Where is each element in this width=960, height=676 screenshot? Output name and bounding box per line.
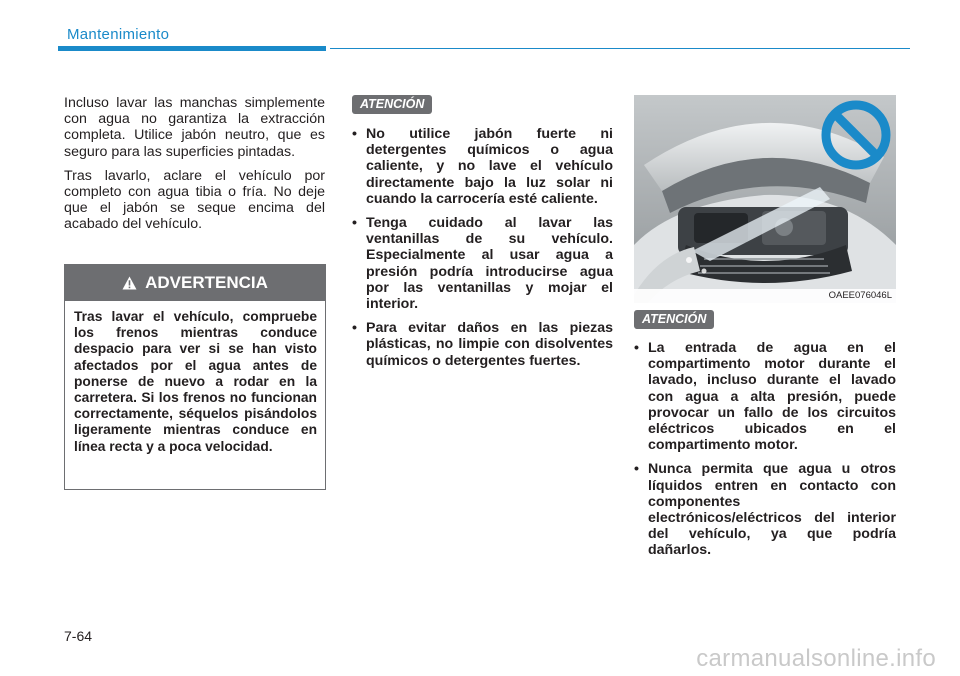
intro-paragraph-1: Incluso lavar las manchas simplemente con agua no garantiza la extracción completa. Utilice jabón neutro, que es seguro para las superficies pintadas.	[64, 95, 325, 160]
watermark: carmanualsonline.info	[696, 645, 936, 672]
section-title: Mantenimiento	[67, 26, 170, 43]
figure-code: OAEE076046L	[634, 289, 896, 303]
caution-item: • Para evitar daños en las piezas plásticas, no limpie con disolventes químicos o detergentes fuertes.	[352, 320, 613, 369]
caution-badge-1: ATENCIÓN	[352, 95, 432, 114]
caution-badge-2: ATENCIÓN	[634, 310, 714, 329]
header-rule-thick	[58, 46, 326, 51]
caution-item: • La entrada de agua en el compartimento motor durante el lavado, incluso durante el lavado con agua a alta presión, puede provocar un fallo de los circuitos eléctricos ubicados en el compartimento motor.	[634, 340, 896, 453]
engine-bay-illustration	[634, 95, 896, 303]
warning-title: ADVERTENCIA	[145, 273, 268, 292]
warning-box	[64, 264, 326, 490]
intro-column	[64, 95, 325, 241]
header-rule-thin	[330, 48, 910, 49]
page-number: 7-64	[64, 628, 93, 644]
caution-list-2	[634, 340, 896, 567]
caution-item: • Tenga cuidado al lavar las ventanillas de su vehículo. Especialmente al usar agua a presión podría introducirse agua por las ventanillas y mojar el interior.	[352, 215, 613, 312]
caution-list-1	[352, 126, 613, 377]
caution-item: • Nunca permita que agua u otros líquidos entren en contacto con componentes electrónicos/eléctricos del interior del vehículo, ya que podría dañarlos.	[634, 461, 896, 558]
warning-header	[65, 265, 325, 301]
warning-text: Tras lavar el vehículo, compruebe los frenos mientras conduce despacio para ver si se han visto afectados por el agua antes de ponerse de nuevo a rodar en la carretera. Si los frenos no funcionan correctamente, séquelos pisándolos ligeramente mientras conduce en línea recta y a poca velocidad.	[74, 309, 317, 454]
caution-item: • No utilice jabón fuerte ni detergentes químicos o agua caliente, y no lave el vehículo directamente bajo la luz solar ni cuando la carrocería esté caliente.	[352, 126, 613, 207]
engine-wash-figure	[634, 95, 896, 303]
warning-triangle-icon	[122, 276, 137, 290]
intro-paragraph-2: Tras lavarlo, aclare el vehículo por completo con agua tibia o fría. No deje que el jabón se seque encima del acabado del vehículo.	[64, 167, 325, 233]
